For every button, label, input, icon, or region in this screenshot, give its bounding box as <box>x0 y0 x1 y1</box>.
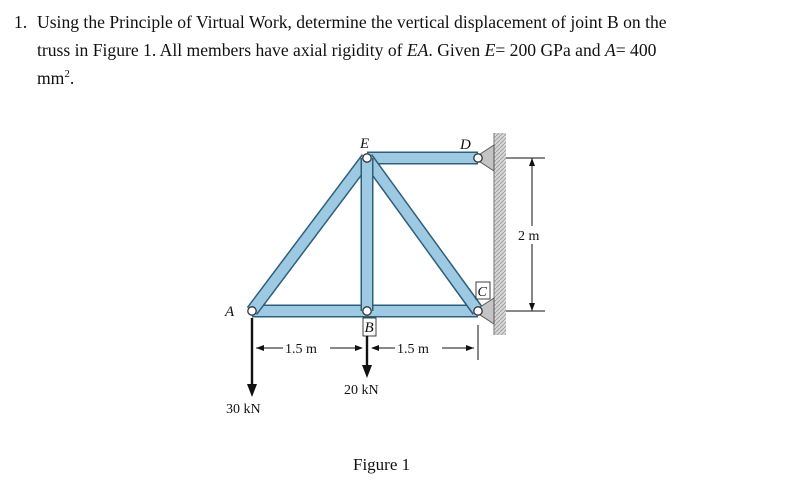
pin-e <box>363 154 371 162</box>
load-label-a: 30 kN <box>226 402 261 417</box>
problem-line-2: truss in Figure 1. All members have axial rigidity of EA. Given E= 200 GPa and A= 400 <box>37 40 657 60</box>
label-joint-a: A <box>225 304 235 320</box>
dimension-right-label: 1.5 m <box>397 342 429 357</box>
pin-a <box>248 307 256 315</box>
label-joint-d: D <box>460 137 471 153</box>
load-arrow-a-head <box>247 384 257 397</box>
label-joint-c: C <box>477 285 487 300</box>
problem-line-1: 1. Using the Principle of Virtual Work, determine the vertical displacement of joint B on the <box>14 8 774 36</box>
member-ae <box>252 158 367 311</box>
label-joint-b: B <box>364 320 374 336</box>
label-joint-e: E <box>360 136 370 152</box>
truss-members <box>252 158 478 311</box>
support-wall <box>494 133 506 335</box>
dimension-left-label: 1.5 m <box>285 342 317 357</box>
load-arrow-b-head <box>362 365 372 378</box>
member-ec <box>367 158 478 311</box>
dimension-height-label: 2 m <box>518 229 540 244</box>
support-d <box>474 145 494 171</box>
problem-line-3: $mm^2$. <box>37 68 75 88</box>
pin-b <box>363 307 371 315</box>
load-label-b: 20 kN <box>344 383 379 398</box>
problem-number: 1. <box>14 12 28 32</box>
figure-caption: Figure 1 <box>353 455 411 474</box>
